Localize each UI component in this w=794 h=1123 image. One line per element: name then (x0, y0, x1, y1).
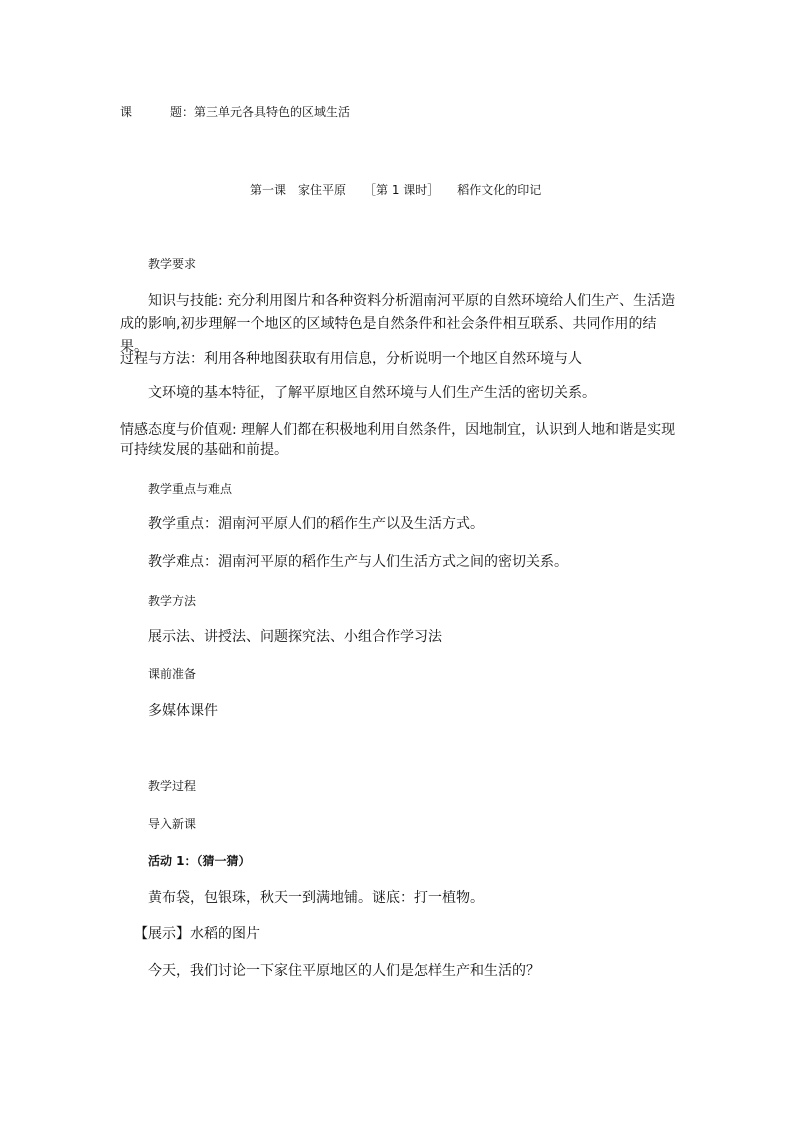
show-label: 【展示】 (134, 926, 190, 942)
activity-label: 活动 1：（猜一猜） (148, 854, 251, 868)
preparation-heading: 课前准备 (148, 667, 197, 681)
methods-heading: 教学方法 (148, 594, 197, 608)
key-difficult-heading: 教学重点与难点 (148, 482, 233, 496)
riddle-text: 黄布袋，包银珠，秋天一到满地铺。谜底：打一植物。 (148, 890, 484, 906)
show-text: 水稻的图片 (190, 926, 260, 942)
intro-heading: 导入新课 (148, 817, 197, 831)
course-title-line (120, 103, 350, 121)
process-methods-line2: 文环境的基本特征，了解平原地区自然环境与人们生产生活的密切关系。 (148, 385, 596, 401)
course-title-value: 第三单元各具特色的区域生活 (194, 105, 351, 119)
preparation-text: 多媒体课件 (148, 703, 218, 719)
course-label-char1: 课 (120, 105, 133, 119)
methods-text: 展示法、讲授法、问题探究法、小组合作学习法 (148, 629, 442, 645)
process-heading: 教学过程 (148, 779, 197, 793)
lesson-title-part1: 第一课 家住平原 (250, 183, 347, 197)
show-line (134, 925, 260, 943)
lesson-title-part3: 稻作文化的印记 (457, 183, 542, 197)
knowledge-skills-paragraph: 知识与技能: 充分利用图片和各种资料分析湄南河平原的自然环境给人们生产、生活造成的影响,初步理解一个地区的区域特色是自然条件和社会条件相互联系、共同作用的结果。 (120, 293, 676, 355)
attitude-values-paragraph: 情感态度与价值观: 理解人们都在积极地利用自然条件，因地制宜，认识到人地和谐是实现可持续发展的基础和前提。 (120, 422, 676, 458)
requirements-heading: 教学要求 (148, 257, 197, 271)
course-label-char2: 题： (170, 105, 195, 119)
question-text: 今天，我们讨论一下家住平原地区的人们是怎样生产和生活的？ (148, 963, 540, 979)
difficult-point: 教学难点：湄南河平原的稻作生产与人们生活方式之间的密切关系。 (148, 554, 568, 570)
process-methods-line1: 过程与方法：利用各种地图获取有用信息，分析说明一个地区自然环境与人 (120, 351, 582, 367)
key-point: 教学重点：湄南河平原人们的稻作生产以及生活方式。 (148, 516, 484, 532)
lesson-title (250, 181, 541, 199)
lesson-title-part2: ［第 1 课时］ (364, 183, 440, 197)
